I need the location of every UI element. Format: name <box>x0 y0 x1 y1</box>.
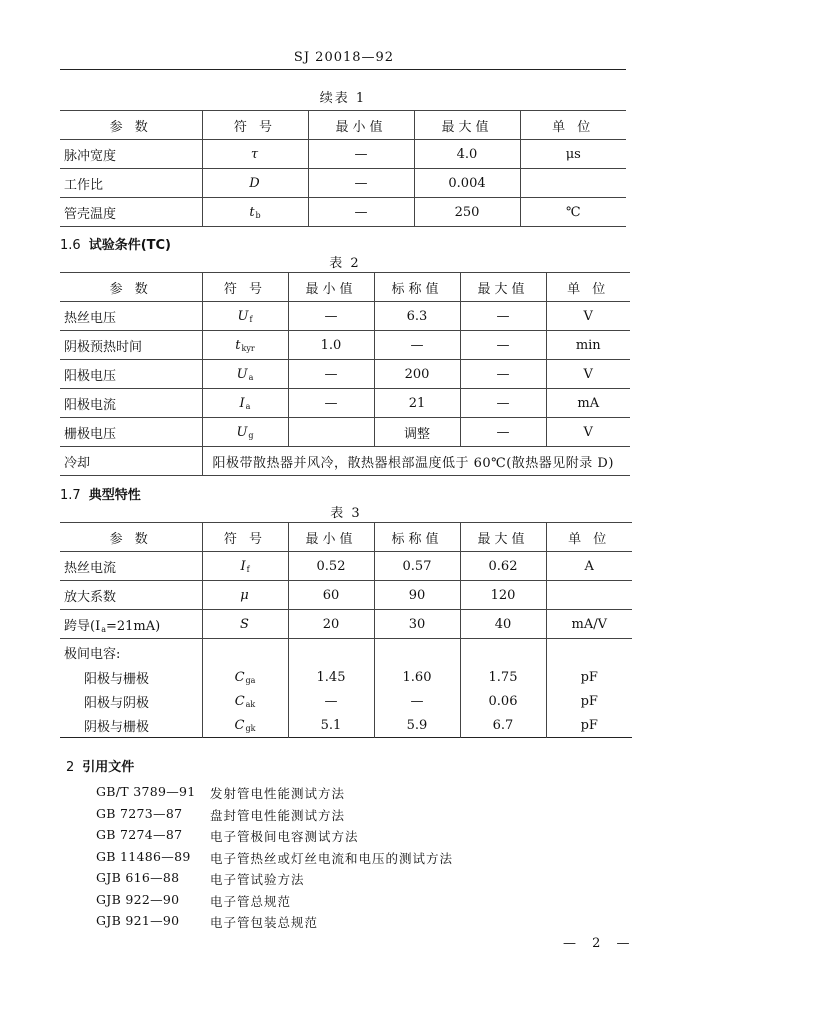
param-cell: 阳极与阴极 <box>60 689 202 713</box>
symbol-cell: $U_f$ <box>202 302 288 331</box>
reference-code: GJB 616—88 <box>96 870 180 885</box>
list-item <box>96 827 453 849</box>
max-cell: 0.62 <box>460 552 546 581</box>
param-cell: 放大系数 <box>60 581 202 610</box>
list-item <box>96 849 453 871</box>
table2-header-row <box>60 273 630 302</box>
reference-title: 电子管极间电容测试方法 <box>210 829 359 844</box>
nominal-cell: 6.3 <box>374 302 460 331</box>
unit-cell: pF <box>546 689 632 713</box>
max-cell: 4.0 <box>414 140 520 169</box>
table1-header: 最小值 <box>308 111 414 140</box>
unit-cell: μs <box>520 140 626 169</box>
empty-cell <box>460 639 546 666</box>
table-row <box>60 665 632 689</box>
table-row <box>60 689 632 713</box>
reference-code: GJB 922—90 <box>96 891 180 907</box>
symbol-cell: τ <box>202 140 308 169</box>
table3-caption: 表 3 <box>330 506 362 521</box>
table-row <box>60 360 630 389</box>
nominal-cell: 调整 <box>374 418 460 447</box>
nominal-cell: 0.57 <box>374 552 460 581</box>
min-cell: — <box>308 198 414 227</box>
symbol-cell: S <box>202 610 288 639</box>
max-cell: 40 <box>460 610 546 639</box>
table-row <box>60 610 632 639</box>
table2-header: 最大值 <box>460 273 546 302</box>
list-item <box>96 892 453 914</box>
group-title-cell: 极间电容: <box>60 639 202 666</box>
nominal-cell: — <box>374 689 460 713</box>
reference-title: 电子管包装总规范 <box>210 915 319 930</box>
max-cell: — <box>460 331 546 360</box>
section-heading-2: 2 引用文件 <box>66 760 135 775</box>
param-cell: 阴极与栅极 <box>60 713 202 738</box>
table-row <box>60 302 630 331</box>
param-cell: 管壳温度 <box>60 198 202 227</box>
nominal-cell: — <box>374 331 460 360</box>
min-cell: — <box>308 140 414 169</box>
reference-code: GJB 921—90 <box>96 913 180 928</box>
table2-caption: 表 2 <box>329 256 361 271</box>
unit-cell: min <box>546 331 630 360</box>
param-cell: 跨导$(I_a=21mA)$ <box>60 610 202 639</box>
table-row <box>60 331 630 360</box>
symbol-cell: $t_{kyr}$ <box>202 331 288 360</box>
unit-cell: ℃ <box>520 198 626 227</box>
symbol-cell: $C_{gk}$ <box>202 713 288 738</box>
reference-code: GB 7274—87 <box>96 827 183 842</box>
table1 <box>60 110 626 227</box>
unit-cell: mA/V <box>546 610 632 639</box>
max-cell: 250 <box>414 198 520 227</box>
empty-cell <box>374 639 460 666</box>
table2-header: 单 位 <box>546 273 630 302</box>
reference-title: 电子管试验方法 <box>210 872 305 887</box>
min-cell: 1.0 <box>288 331 374 360</box>
min-cell: — <box>288 389 374 418</box>
table2-header: 标称值 <box>374 273 460 302</box>
table3-header-row <box>60 523 632 552</box>
unit-cell: V <box>546 360 630 389</box>
reference-title: 电子管总规范 <box>210 893 292 909</box>
symbol-cell: $I_f$ <box>202 552 288 581</box>
min-cell: 20 <box>288 610 374 639</box>
table3-header: 最小值 <box>288 523 374 552</box>
unit-cell: V <box>546 302 630 331</box>
table1-header: 符 号 <box>202 111 308 140</box>
max-cell: 1.75 <box>460 665 546 689</box>
max-cell: — <box>460 360 546 389</box>
min-cell: — <box>288 360 374 389</box>
empty-cell <box>202 639 288 666</box>
table-row-cooling <box>60 447 630 476</box>
min-cell: 0.52 <box>288 552 374 581</box>
reference-code: GB 11486—89 <box>96 848 191 864</box>
max-cell: 120 <box>460 581 546 610</box>
min-cell: — <box>288 689 374 713</box>
max-cell: 0.004 <box>414 169 520 198</box>
nominal-cell: 5.9 <box>374 713 460 738</box>
section-heading-1-6: 1.6 试验条件(TC) <box>60 238 171 253</box>
param-cell: 冷却 <box>60 447 202 476</box>
table3-header: 参 数 <box>60 523 202 552</box>
table2 <box>60 272 630 476</box>
table3 <box>60 522 632 738</box>
param-cell: 工作比 <box>60 169 202 198</box>
table1-header: 参 数 <box>60 111 202 140</box>
unit-cell <box>520 169 626 198</box>
nominal-cell: 200 <box>374 360 460 389</box>
symbol-cell: $t_b$ <box>202 198 308 227</box>
table-row <box>60 581 632 610</box>
min-cell: 60 <box>288 581 374 610</box>
min-cell: — <box>288 302 374 331</box>
nominal-cell: 30 <box>374 610 460 639</box>
reference-title: 电子管热丝或灯丝电流和电压的测试方法 <box>210 850 454 866</box>
symbol-cell: $C_{ga}$ <box>202 665 288 689</box>
unit-cell: V <box>546 418 630 447</box>
nominal-cell: 21 <box>374 389 460 418</box>
table3-header: 符 号 <box>202 523 288 552</box>
nominal-cell: 90 <box>374 581 460 610</box>
table2-header: 最小值 <box>288 273 374 302</box>
table3-header: 标称值 <box>374 523 460 552</box>
param-cell: 热丝电流 <box>60 552 202 581</box>
reference-list <box>96 784 453 935</box>
symbol-cell: $C_{ak}$ <box>202 689 288 713</box>
max-cell: 0.06 <box>460 689 546 713</box>
min-cell: — <box>308 169 414 198</box>
symbol-cell: $I_a$ <box>202 389 288 418</box>
table1-header: 最大值 <box>414 111 520 140</box>
empty-cell <box>546 639 632 666</box>
nominal-cell: 1.60 <box>374 665 460 689</box>
table-row <box>60 552 632 581</box>
table-row-group-title <box>60 639 632 666</box>
symbol-cell: $U_a$ <box>202 360 288 389</box>
min-cell <box>288 418 374 447</box>
unit-cell <box>546 581 632 610</box>
document-code: SJ 20018—92 <box>293 50 395 65</box>
reference-title: 发射管电性能测试方法 <box>210 786 346 801</box>
symbol-cell: D <box>202 169 308 198</box>
cooling-text: 阳极带散热器并风冷，散热器根部温度低于 60℃(散热器见附录 D) <box>202 447 630 476</box>
param-cell: 脉冲宽度 <box>60 140 202 169</box>
param-cell: 阳极与栅极 <box>60 665 202 689</box>
section-heading-1-7: 1.7 典型特性 <box>60 488 141 503</box>
table3-header: 单 位 <box>546 523 632 552</box>
list-item <box>96 806 453 828</box>
max-cell: — <box>460 389 546 418</box>
table2-header: 参 数 <box>60 273 202 302</box>
table2-header: 符 号 <box>202 273 288 302</box>
min-cell: 1.45 <box>288 665 374 689</box>
reference-code: GB/T 3789—91 <box>96 784 196 799</box>
unit-cell: A <box>546 552 632 581</box>
max-cell: 6.7 <box>460 713 546 738</box>
list-item <box>96 913 453 935</box>
header-rule <box>60 69 626 70</box>
param-cell: 热丝电压 <box>60 302 202 331</box>
unit-cell: pF <box>546 665 632 689</box>
param-cell: 阴极预热时间 <box>60 331 202 360</box>
table-row <box>60 389 630 418</box>
table-row <box>60 169 626 198</box>
reference-title: 盘封管电性能测试方法 <box>210 807 346 823</box>
min-cell: 5.1 <box>288 713 374 738</box>
param-cell: 阳极电流 <box>60 389 202 418</box>
unit-cell: mA <box>546 389 630 418</box>
table-row <box>60 198 626 227</box>
empty-cell <box>288 639 374 666</box>
symbol-cell: μ <box>202 581 288 610</box>
unit-cell: pF <box>546 713 632 738</box>
table1-header: 单 位 <box>520 111 626 140</box>
page-number: — 2 — <box>563 936 636 951</box>
table1-caption: 续表 1 <box>319 91 367 106</box>
symbol-cell: $U_g$ <box>202 418 288 447</box>
reference-code: GB 7273—87 <box>96 805 183 821</box>
table-row <box>60 713 632 738</box>
max-cell: — <box>460 418 546 447</box>
list-item <box>96 784 453 806</box>
param-cell: 阳极电压 <box>60 360 202 389</box>
table-row <box>60 418 630 447</box>
param-cell: 栅极电压 <box>60 418 202 447</box>
table3-header: 最大值 <box>460 523 546 552</box>
list-item <box>96 870 453 892</box>
table1-header-row <box>60 111 626 140</box>
table-row <box>60 140 626 169</box>
max-cell: — <box>460 302 546 331</box>
